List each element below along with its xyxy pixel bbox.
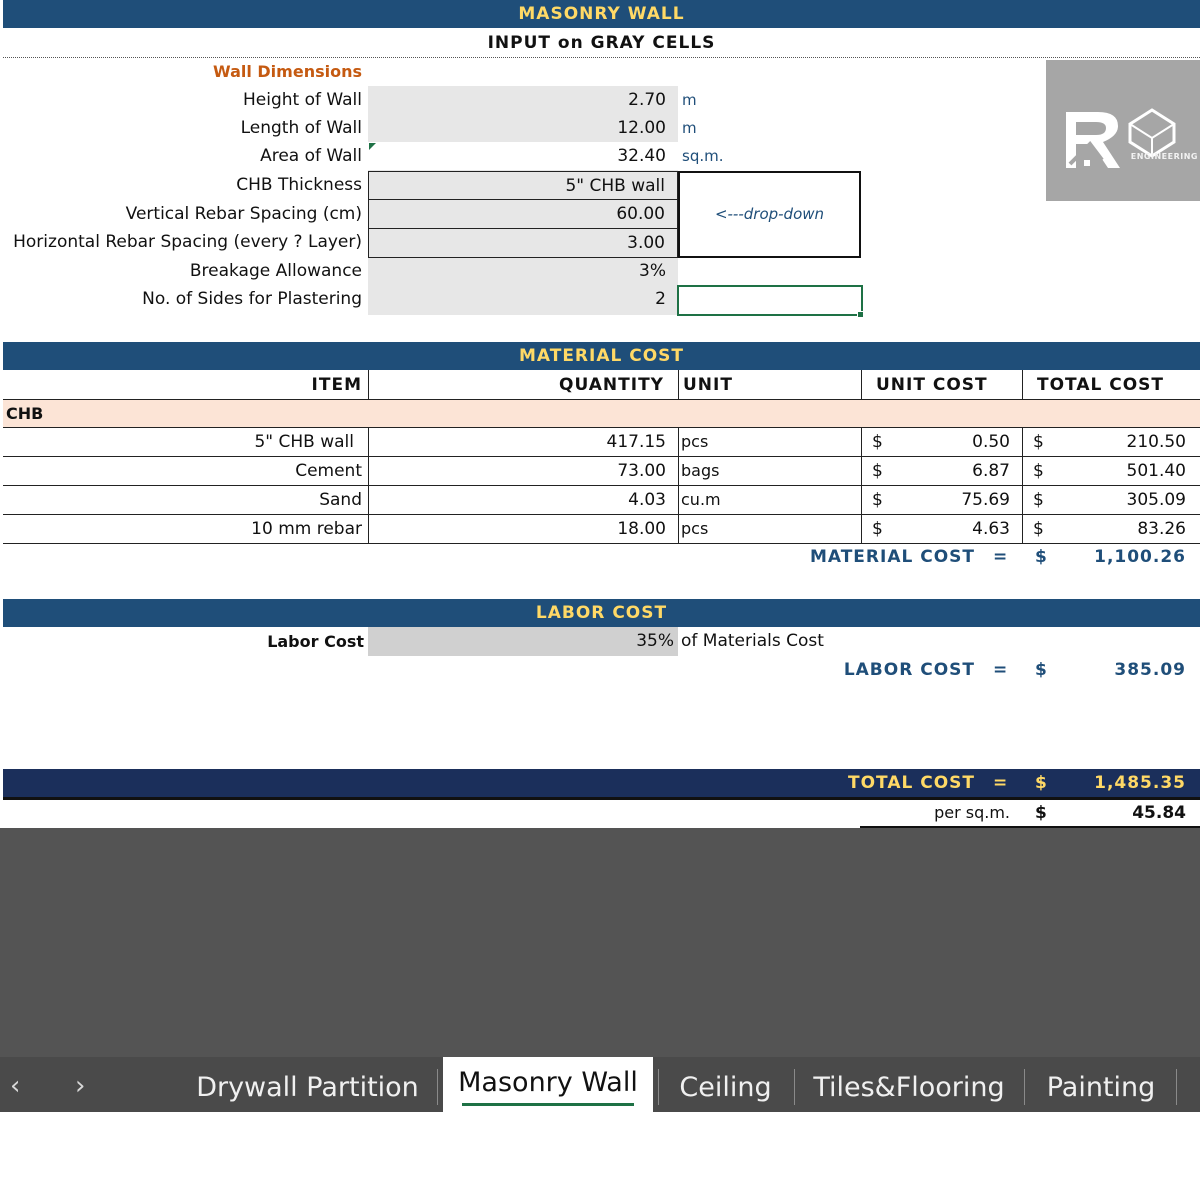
material-unit: pcs bbox=[679, 515, 862, 544]
active-tab-indicator bbox=[462, 1103, 634, 1106]
material-cost-summary-label: MATERIAL COST bbox=[809, 547, 975, 567]
col-header-unit: UNIT bbox=[679, 370, 862, 400]
area-label: Area of Wall bbox=[260, 146, 362, 166]
material-total-currency: $ bbox=[1023, 428, 1053, 457]
total-cost-eq: = bbox=[993, 773, 1009, 793]
material-unit-cost-currency: $ bbox=[862, 515, 892, 544]
length-unit: m bbox=[682, 119, 697, 137]
vertical-rebar-label: Vertical Rebar Spacing (cm) bbox=[125, 204, 362, 224]
tab-tiles-flooring[interactable]: Tiles&Flooring bbox=[813, 1072, 1005, 1103]
sheet-tab-bar bbox=[0, 1057, 1200, 1112]
area-value: 32.40 bbox=[617, 146, 666, 166]
material-total-currency: $ bbox=[1023, 457, 1053, 486]
col-header-unit-cost: UNIT COST bbox=[862, 370, 1023, 400]
material-cost-summary-currency: $ bbox=[1035, 547, 1048, 567]
material-item: Sand bbox=[3, 486, 369, 515]
labor-cost-summary-value: 385.09 bbox=[1114, 660, 1186, 680]
total-cost-currency: $ bbox=[1035, 773, 1048, 793]
material-unit: pcs bbox=[679, 428, 862, 457]
height-unit: m bbox=[682, 91, 697, 109]
tab-drywall-partition[interactable]: Drywall Partition bbox=[196, 1072, 419, 1103]
material-total: 210.50 bbox=[1053, 428, 1200, 457]
sheet-background-area bbox=[0, 828, 1200, 1058]
material-unit-cost: 6.87 bbox=[892, 457, 1023, 486]
group-row-chb: CHB bbox=[3, 400, 1200, 428]
tab-separator bbox=[437, 1069, 438, 1105]
dropdown-note: <---drop-down bbox=[678, 171, 861, 258]
tab-masonry-wall[interactable]: Masonry Wall bbox=[443, 1057, 653, 1112]
material-item: 5" CHB wall bbox=[3, 428, 369, 457]
tab-scroll-right-icon[interactable]: › bbox=[75, 1071, 86, 1101]
labor-cost-summary-label: LABOR COST bbox=[843, 660, 975, 680]
chb-thickness-label: CHB Thickness bbox=[236, 175, 362, 195]
total-underline bbox=[3, 797, 1200, 800]
plastering-sides-input[interactable]: 2 bbox=[655, 289, 666, 309]
breakage-input[interactable]: 3% bbox=[639, 261, 666, 281]
dimensions-header: Wall Dimensions bbox=[212, 62, 362, 81]
tab-scroll-left-icon[interactable]: ‹ bbox=[10, 1071, 21, 1101]
labor-note: of Materials Cost bbox=[681, 631, 824, 651]
selected-cell[interactable] bbox=[677, 285, 863, 316]
sheet-subtitle: INPUT on GRAY CELLS bbox=[3, 28, 1200, 58]
logo-text: ENGINEERING bbox=[1130, 152, 1198, 161]
material-total: 501.40 bbox=[1053, 457, 1200, 486]
total-cost-label: TOTAL COST bbox=[848, 773, 975, 793]
material-total: 305.09 bbox=[1053, 486, 1200, 515]
material-unit-cost: 75.69 bbox=[892, 486, 1023, 515]
material-unit-cost-currency: $ bbox=[862, 428, 892, 457]
col-header-item: ITEM bbox=[3, 370, 369, 400]
material-cost-summary-eq: = bbox=[993, 547, 1009, 567]
vertical-rebar-select[interactable]: 60.00 bbox=[368, 199, 678, 229]
material-quantity: 417.15 bbox=[369, 428, 679, 457]
material-item: 10 mm rebar bbox=[3, 515, 369, 544]
material-item: Cement bbox=[3, 457, 369, 486]
tab-separator bbox=[794, 1069, 795, 1105]
material-unit-cost-currency: $ bbox=[862, 457, 892, 486]
per-sqm-value: 45.84 bbox=[1132, 803, 1186, 823]
labor-cost-summary-currency: $ bbox=[1035, 660, 1048, 680]
tab-ceiling[interactable]: Ceiling bbox=[679, 1072, 772, 1103]
labor-cost-summary-eq: = bbox=[993, 660, 1009, 680]
material-unit: cu.m bbox=[679, 486, 862, 515]
material-unit-cost: 0.50 bbox=[892, 428, 1023, 457]
material-quantity: 73.00 bbox=[369, 457, 679, 486]
material-quantity: 18.00 bbox=[369, 515, 679, 544]
horizontal-rebar-label: Horizontal Rebar Spacing (every ? Layer) bbox=[13, 232, 362, 252]
tab-painting[interactable]: Painting bbox=[1046, 1072, 1156, 1103]
labor-cost-band: LABOR COST bbox=[3, 599, 1200, 627]
material-quantity: 4.03 bbox=[369, 486, 679, 515]
material-cost-band: MATERIAL COST bbox=[3, 342, 1200, 370]
col-header-total-cost: TOTAL COST bbox=[1023, 370, 1200, 400]
material-cost-summary-value: 1,100.26 bbox=[1094, 547, 1186, 567]
total-cost-value: 1,485.35 bbox=[1094, 773, 1186, 793]
fill-handle[interactable] bbox=[857, 311, 864, 318]
labor-percent-input[interactable]: 35% bbox=[368, 627, 678, 656]
company-logo bbox=[1046, 60, 1200, 201]
total-cost-band bbox=[3, 769, 1200, 797]
height-input[interactable]: 2.70 bbox=[628, 90, 666, 110]
area-unit: sq.m. bbox=[682, 147, 724, 165]
col-header-quantity: QUANTITY bbox=[369, 370, 679, 400]
per-sqm-currency: $ bbox=[1035, 803, 1047, 823]
tab-separator bbox=[1024, 1069, 1025, 1105]
tab-separator bbox=[1176, 1069, 1177, 1105]
material-total-currency: $ bbox=[1023, 515, 1053, 544]
material-total: 83.26 bbox=[1053, 515, 1200, 544]
material-unit-cost-currency: $ bbox=[862, 486, 892, 515]
length-input[interactable]: 12.00 bbox=[617, 118, 666, 138]
labor-cost-label: Labor Cost bbox=[267, 632, 364, 651]
breakage-label: Breakage Allowance bbox=[189, 261, 362, 281]
horizontal-rebar-select[interactable]: 3.00 bbox=[368, 228, 678, 258]
tab-separator bbox=[658, 1069, 659, 1105]
length-label: Length of Wall bbox=[240, 118, 362, 138]
material-unit-cost: 4.63 bbox=[892, 515, 1023, 544]
plastering-sides-label: No. of Sides for Plastering bbox=[142, 289, 362, 309]
material-total-currency: $ bbox=[1023, 486, 1053, 515]
material-unit: bags bbox=[679, 457, 862, 486]
per-sqm-label: per sq.m. bbox=[934, 803, 1010, 822]
chb-thickness-select[interactable]: 5" CHB wall bbox=[368, 171, 678, 200]
sheet-title: MASONRY WALL bbox=[3, 0, 1200, 28]
height-label: Height of Wall bbox=[243, 90, 362, 110]
logo-mark-icon bbox=[1046, 60, 1200, 201]
